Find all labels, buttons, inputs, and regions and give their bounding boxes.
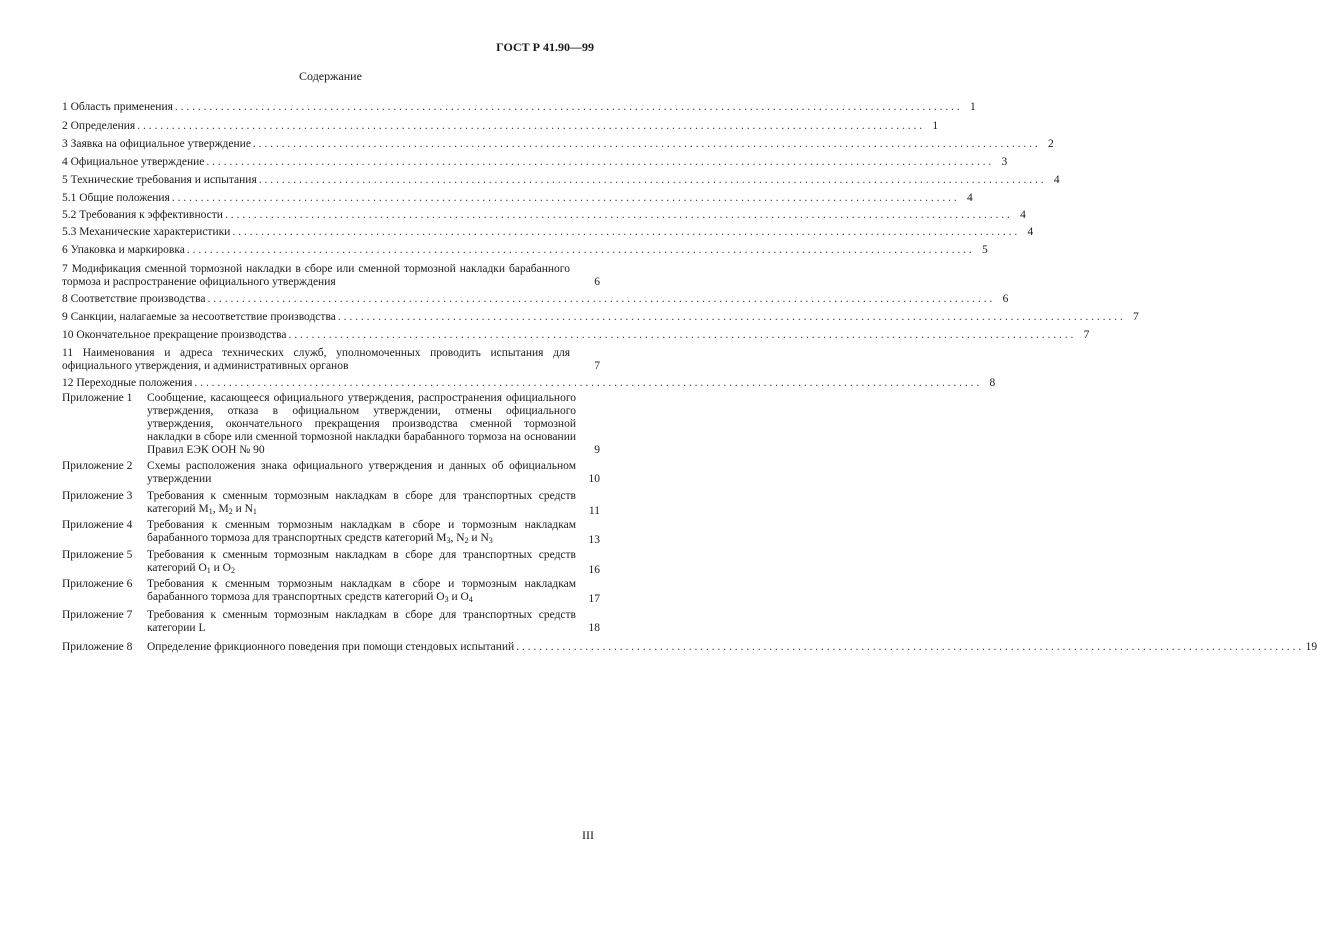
toc-entry-page: 6 xyxy=(1002,293,1009,305)
appendix-entry[interactable] xyxy=(62,641,1317,654)
appendix-title: Схемы расположения знака официального утверждения и данных об официальном утверждении xyxy=(147,460,576,485)
appendix-title: Сообщение, касающееся официального утверждения, распространения официального утверждения, отказа в официальном утверждении, отмены официального утверждения, окончательного прекращения производства сменной тормозной накладки в сборе или сменной тормозной накладки барабанного тормоза на основании Правил ЕЭК ООН № 90 xyxy=(147,392,576,456)
toc-entry[interactable] xyxy=(62,138,1054,151)
toc-entry[interactable] xyxy=(62,244,988,257)
toc-entry[interactable] xyxy=(62,293,1009,306)
toc-entry-label: 4 Официальное утверждение xyxy=(62,156,205,168)
appendix-label: Приложение 4 xyxy=(62,519,133,531)
appendix-title: Требования к сменным тормозным накладкам в сборе для транспортных средств категорий $M_1$, $M_2$ и $N_1$ xyxy=(147,490,576,516)
toc-entry-page: 1 xyxy=(932,120,939,132)
appendix-page: 17 xyxy=(588,593,600,605)
toc-entry[interactable] xyxy=(62,101,976,114)
appendix-title: Определение фрикционного поведения при помощи стендовых испытаний xyxy=(147,641,515,653)
appendix-entry[interactable] xyxy=(62,609,600,635)
appendix-entry[interactable] xyxy=(62,460,600,486)
toc-entry[interactable] xyxy=(62,120,939,133)
toc-entry-page: 6 xyxy=(594,276,600,288)
toc-entry-label: 7 Модификация сменной тормозной накладки в сборе или сменной тормозной накладки барабанного тормоза и распространение официального утверждения xyxy=(62,263,570,288)
toc-entry-page: 5 xyxy=(982,244,988,256)
dot-leader xyxy=(232,226,1017,239)
toc-entry-page: 4 xyxy=(1027,226,1034,238)
toc-entry-label: 12 Переходные положения xyxy=(62,377,193,389)
dot-leader xyxy=(172,192,957,205)
toc-entry-page: 4 xyxy=(966,192,973,204)
toc-entry-label: 5.3 Механические характеристики xyxy=(62,226,231,238)
dot-leader xyxy=(187,244,972,257)
toc-entry[interactable] xyxy=(62,192,973,205)
appendix-title: Требования к сменным тормозным накладкам в сборе для транспортных средств категорий $O_1$ и $O_2$ xyxy=(147,549,576,575)
toc-entry-page: 1 xyxy=(970,101,976,113)
toc-entry[interactable] xyxy=(62,347,600,373)
toc-entry-label: 5.2 Требования к эффективности xyxy=(62,209,223,221)
toc-entry[interactable] xyxy=(62,329,1090,342)
appendix-entry[interactable] xyxy=(62,490,600,518)
appendix-title: Требования к сменным тормозным накладкам в сборе для транспортных средств категории L xyxy=(147,609,576,634)
appendix-page: 11 xyxy=(588,505,600,517)
dot-leader xyxy=(516,641,1301,654)
toc-entry-label: 6 Упаковка и маркировка xyxy=(62,244,185,256)
appendix-label: Приложение 3 xyxy=(62,490,133,502)
appendix-entry[interactable] xyxy=(62,519,600,547)
dot-leader xyxy=(289,329,1074,342)
toc-entry-page: 7 xyxy=(1132,311,1139,323)
toc-entry-page: 7 xyxy=(594,360,600,372)
toc-entry[interactable] xyxy=(62,377,996,390)
appendix-label: Приложение 5 xyxy=(62,549,133,561)
toc-entry[interactable] xyxy=(62,209,1026,222)
appendix-title: Требования к сменным тормозным накладкам в сборе и тормозным накладкам барабанного тормоза для транспортных средств категорий $M_3$, $N_2$ и $N_3$ xyxy=(147,519,576,545)
toc-entry[interactable] xyxy=(62,174,1060,187)
dot-leader xyxy=(253,138,1038,151)
toc-entry[interactable] xyxy=(62,156,1008,169)
toc-entry-label: 2 Определения xyxy=(62,120,136,132)
dot-leader xyxy=(175,101,960,114)
appendix-entry[interactable] xyxy=(62,549,600,577)
toc-entry[interactable] xyxy=(62,263,600,289)
dot-leader xyxy=(338,311,1123,324)
appendix-page: 16 xyxy=(588,564,600,576)
appendix-entry[interactable] xyxy=(62,578,600,606)
document-code: ГОСТ Р 41.90—99 xyxy=(496,40,594,54)
appendix-label: Приложение 6 xyxy=(62,578,133,590)
toc-entry-label: 9 Санкции, налагаемые за несоответствие производства xyxy=(62,311,336,323)
dot-leader xyxy=(137,120,922,133)
toc-entry-page: 8 xyxy=(989,377,996,389)
appendix-page: 19 xyxy=(1305,641,1317,653)
toc-entry-label: 5.1 Общие положения xyxy=(62,192,170,204)
toc-entry-page: 3 xyxy=(1001,156,1008,168)
dot-leader xyxy=(259,174,1044,187)
appendix-page: 9 xyxy=(594,444,600,456)
appendix-label: Приложение 8 xyxy=(62,641,133,653)
toc-entry-page: 7 xyxy=(1083,329,1090,341)
toc-entry-label: 10 Окончательное прекращение производства xyxy=(62,329,287,341)
appendix-label: Приложение 7 xyxy=(62,609,133,621)
toc-entry[interactable] xyxy=(62,226,1034,239)
toc-entry-page: 4 xyxy=(1020,209,1026,221)
appendix-page: 10 xyxy=(588,473,600,485)
appendix-entry[interactable] xyxy=(62,392,600,457)
toc-entry-page: 4 xyxy=(1053,174,1060,186)
toc-entry-label: 5 Технические требования и испытания xyxy=(62,174,257,186)
toc-title: Содержание xyxy=(299,69,362,83)
toc-entry-page: 2 xyxy=(1048,138,1054,150)
dot-leader xyxy=(225,209,1010,222)
appendix-page: 18 xyxy=(588,622,600,634)
appendix-title: Требования к сменным тормозным накладкам в сборе и тормозным накладкам барабанного тормоза для транспортных средств категорий $O_3$ и $O_4$ xyxy=(147,578,576,604)
toc-entry-label: 1 Область применения xyxy=(62,101,173,113)
toc-entry-label: 3 Заявка на официальное утверждение xyxy=(62,138,251,150)
toc-entry[interactable] xyxy=(62,311,1139,324)
dot-leader xyxy=(194,377,979,390)
toc-entry-label: 11 Наименования и адреса технических служб, уполномоченных проводить испытания для официального утверждения, и административных органов xyxy=(62,347,570,372)
appendix-page: 13 xyxy=(588,534,600,546)
dot-leader xyxy=(207,293,992,306)
appendix-label: Приложение 2 xyxy=(62,460,133,472)
toc-entry-label: 8 Соответствие производства xyxy=(62,293,206,305)
dot-leader xyxy=(206,156,991,169)
page-number: III xyxy=(582,828,594,842)
appendix-label: Приложение 1 xyxy=(62,392,133,404)
